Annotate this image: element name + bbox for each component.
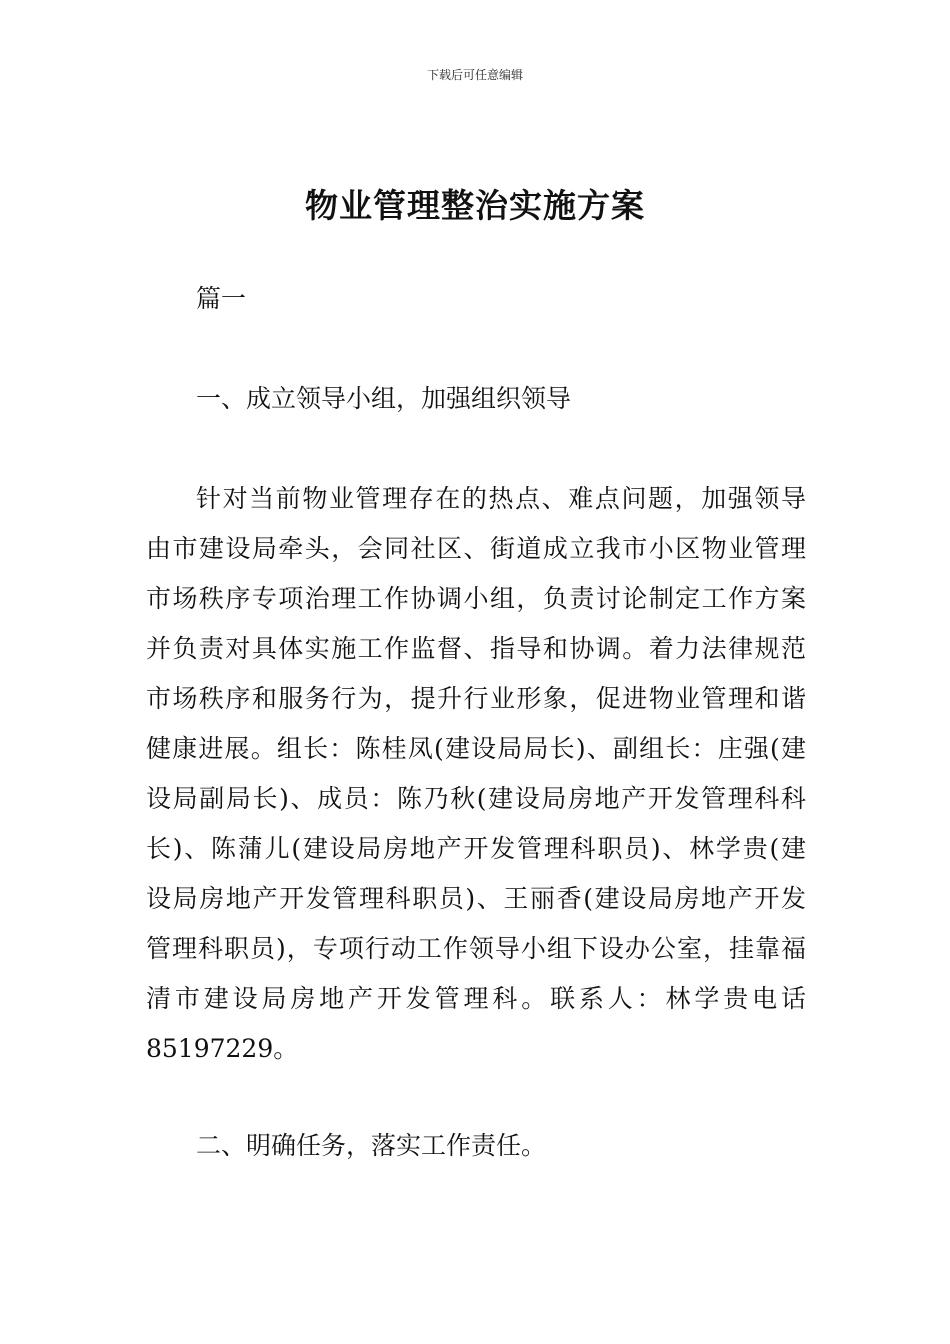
paragraph-line: 健康进展。组长：陈桂凤(建设局局长)、副组长：庄强(建	[146, 734, 806, 763]
heading-2: 二、明确任务，落实工作责任。	[196, 1131, 547, 1160]
paragraph-line: 设局副局长)、成员：陈乃秋(建设局房地产开发管理科科	[146, 784, 806, 813]
heading-1: 一、成立领导小组，加强组织领导	[196, 384, 572, 413]
paragraph-line: 设局房地产开发管理科职员)、王丽香(建设局房地产开发	[146, 884, 806, 913]
paragraph-line: 市场秩序和服务行为，提升行业形象，促进物业管理和谐	[146, 684, 806, 713]
section-label: 篇一	[196, 284, 247, 313]
paragraph-line: 市场秩序专项治理工作协调小组，负责讨论制定工作方案	[146, 584, 806, 613]
paragraph-line: 并负责对具体实施工作监督、指导和协调。着力法律规范	[146, 634, 806, 663]
paragraph-line: 由市建设局牵头，会同社区、街道成立我市小区物业管理	[146, 534, 806, 563]
paragraph-line: 85197229。	[146, 1034, 299, 1063]
header-note: 下载后可任意编辑	[426, 68, 523, 82]
paragraph-line: 清市建设局房地产开发管理科。联系人：林学贵电话	[146, 984, 806, 1013]
paragraph-line: 管理科职员)，专项行动工作领导小组下设办公室，挂靠福	[146, 934, 806, 963]
paragraph-line: 长)、陈蒲儿(建设局房地产开发管理科职员)、林学贵(建	[146, 834, 806, 863]
document-title: 物业管理整治实施方案	[305, 186, 645, 225]
paragraph-line: 针对当前物业管理存在的热点、难点问题，加强领导	[196, 484, 806, 513]
